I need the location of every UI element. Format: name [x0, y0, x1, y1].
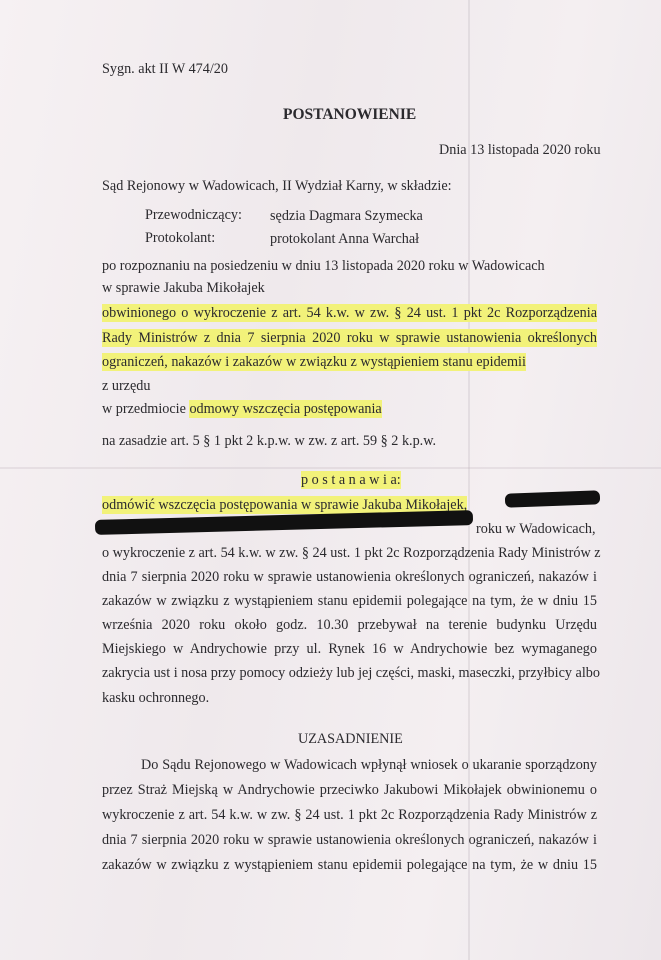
- charge-line-1: obwinionego o wykroczenie z art. 54 k.w. w zw. § 24 ust. 1 pkt 2c Rozporządzenia: [102, 305, 597, 321]
- clerk-name: protokolant Anna Warchał: [270, 231, 420, 247]
- justification-line: przez Straż Miejską w Andrychowie przeciwko Jakubowi Mikołajek obwinionemu o: [102, 782, 597, 798]
- decision-line-1: odmówić wszczęcia postępowania w sprawie Jakuba Mikołajek,: [102, 497, 468, 513]
- clerk-role: Protokolant:: [145, 230, 216, 246]
- paper-fold-horizontal: [0, 467, 661, 469]
- document-date: Dnia 13 listopada 2020 roku: [439, 142, 601, 158]
- decision-line: Miejskiego w Andrychowie przy ul. Rynek 16 w Andrychowie bez wymaganego: [102, 641, 597, 657]
- decision-line-2-tail: roku w Wadowicach,: [476, 521, 596, 537]
- justification-line: wykroczenie z art. 54 k.w. w zw. § 24 ust. 1 pkt 2c Rozporządzenia Rady Ministrów z: [102, 807, 597, 823]
- decision-line: dnia 7 sierpnia 2020 roku w sprawie ustanowienia określonych ograniczeń, nakazów i: [102, 569, 597, 585]
- decision-line: o wykroczenie z art. 54 k.w. w zw. § 24 ust. 1 pkt 2c Rozporządzenia Rady Ministrów z: [102, 545, 601, 561]
- justification-line: Do Sądu Rejonowego w Wadowicach wpłynął wniosek o ukaranie sporządzony: [141, 757, 597, 773]
- case-of-line: w sprawie Jakuba Mikołajek: [102, 280, 265, 296]
- court-composition-intro: Sąd Rejonowy w Wadowicach, II Wydział Karny, w składzie:: [102, 178, 452, 194]
- document-title: POSTANOWIENIE: [283, 106, 417, 123]
- decides-heading: p o s t a n a w i a:: [301, 472, 401, 488]
- charge-line-2: Rady Ministrów z dnia 7 sierpnia 2020 roku w sprawie ustanowienia określonych: [102, 330, 597, 346]
- decision-line-last: kasku ochronnego.: [102, 690, 210, 706]
- decision-line: zakazów w związku z wystąpieniem stanu epidemii polegające na tym, że w dniu 15: [102, 593, 597, 609]
- justification-line: dnia 7 sierpnia 2020 roku w sprawie ustanowienia określonych ograniczeń, nakazów i: [102, 832, 597, 848]
- ex-officio-line: z urzędu: [102, 378, 151, 394]
- subject-line: w przedmiocie odmowy wszczęcia postępowania: [102, 401, 382, 417]
- decision-line: zakrycia ust i nosa przy pomocy odzieży lub jej części, maski, maseczki, przyłbicy albo: [102, 665, 600, 681]
- redaction-bar: [505, 490, 600, 507]
- presiding-role: Przewodniczący:: [145, 207, 242, 223]
- charge-line-3: ograniczeń, nakazów i zakazów w związku z wystąpieniem stanu epidemii: [102, 354, 526, 370]
- hearing-line: po rozpoznaniu na posiedzeniu w dniu 13 listopada 2020 roku w Wadowicach: [102, 258, 545, 274]
- subject-highlight: odmowy wszczęcia postępowania: [189, 401, 382, 417]
- justification-line: zakazów w związku z wystąpieniem stanu epidemii polegające na tym, że w dniu 15: [102, 857, 597, 873]
- case-signature: Sygn. akt II W 474/20: [102, 61, 228, 77]
- presiding-name: sędzia Dagmara Szymecka: [270, 208, 423, 224]
- justification-heading: UZASADNIENIE: [298, 731, 403, 747]
- decision-line: września 2020 roku około godz. 10.30 przebywał na terenie budynku Urzędu: [102, 617, 597, 633]
- legal-basis-line: na zasadzie art. 5 § 1 pkt 2 k.p.w. w zw. z art. 59 § 2 k.p.w.: [102, 433, 437, 449]
